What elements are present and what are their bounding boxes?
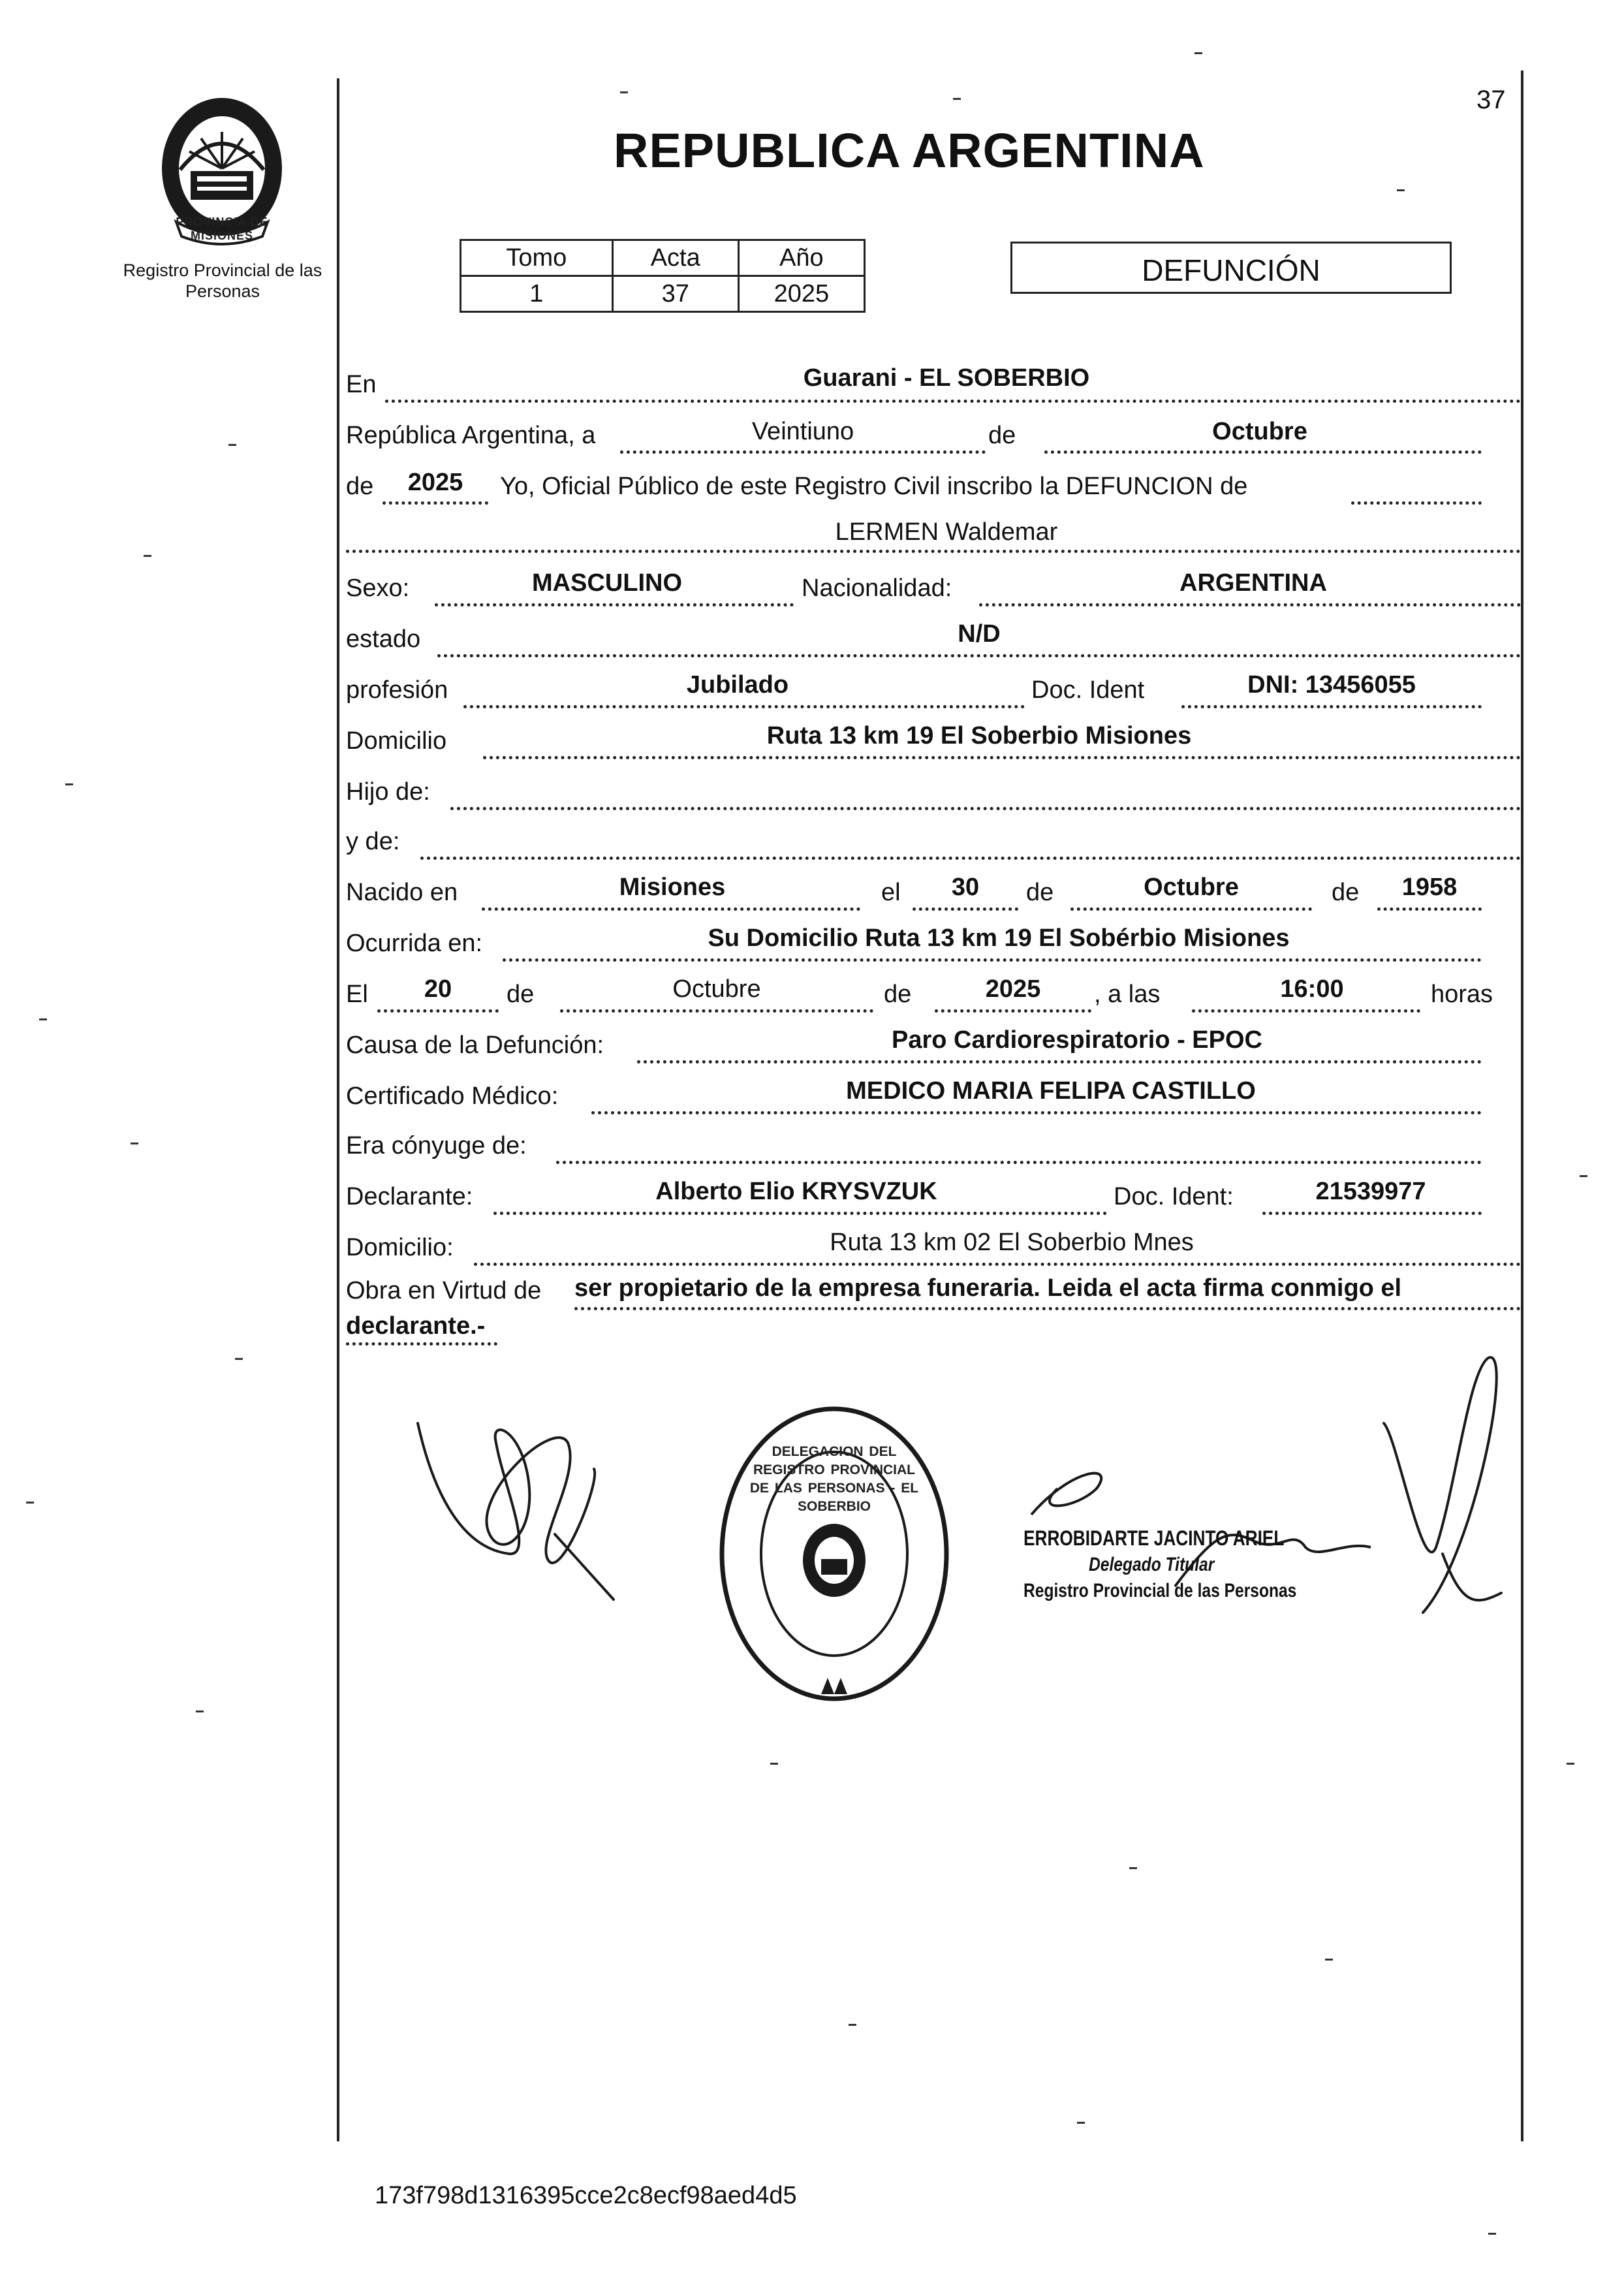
birth-day: 30	[951, 874, 980, 901]
sexo-label: Sexo:	[346, 575, 410, 602]
domicilio-label: Domicilio	[346, 727, 447, 755]
page-title: REPUBLICA ARGENTINA	[614, 123, 1205, 178]
month-dotted-line	[1044, 450, 1482, 454]
conyuge-dotted-line	[556, 1161, 1482, 1164]
estado-dotted-line	[437, 654, 1521, 657]
ocurrida-value: Su Domicilio Ruta 13 km 19 El Sobérbio Misiones	[708, 924, 1290, 952]
doc-ident-label: Doc. Ident	[1031, 676, 1145, 704]
ocurrida-label: Ocurrida en:	[346, 930, 483, 957]
scan-noise	[1129, 1867, 1137, 1869]
left-margin-line	[337, 78, 339, 2141]
y-de-dotted-line	[420, 857, 1521, 860]
declarante-dotted-line	[493, 1212, 1107, 1215]
republica-label: República Argentina, a	[346, 422, 596, 449]
nacido-en-value: Misiones	[619, 874, 726, 901]
name-dotted-line	[346, 550, 1521, 553]
stamp-text: DELEGACION DEL REGISTRO PROVINCIAL DE LAS PERSONAS - EL SOBERBIO	[749, 1444, 919, 1514]
year-value: 2025	[407, 469, 463, 496]
birth-year: 1958	[1401, 874, 1458, 901]
scan-noise	[235, 1358, 243, 1360]
birth-day-dotted-line	[913, 907, 1018, 911]
scan-noise	[196, 1710, 204, 1712]
scan-noise	[65, 783, 73, 785]
de-label-4: de	[1332, 879, 1360, 906]
record-type-box	[1010, 242, 1452, 294]
certificado-dotted-line	[591, 1111, 1482, 1114]
record-type-label: DEFUNCIÓN	[1142, 253, 1320, 287]
en-dotted-line	[385, 400, 1521, 403]
obra-label: Obra en Virtud de	[346, 1277, 542, 1304]
de-label-3: de	[1026, 879, 1054, 906]
page-number: 37	[1476, 86, 1506, 114]
hijo-de-dotted-line	[450, 807, 1521, 810]
inscribo-text: Yo, Oficial Público de este Registro Civil inscribo la DEFUNCION de	[500, 473, 1248, 500]
certificado-label: Certificado Médico:	[346, 1082, 559, 1110]
scan-noise	[1077, 2122, 1085, 2124]
scan-noise	[131, 1142, 138, 1144]
obra-dotted-line-2	[346, 1342, 497, 1346]
scan-noise	[1580, 1175, 1587, 1177]
profesion-value: Jubilado	[686, 671, 789, 699]
el2-label: El	[346, 981, 368, 1008]
declarante-value: Alberto Elio KRYSVZUK	[655, 1178, 937, 1205]
nacido-en-label: Nacido en	[346, 879, 458, 906]
day-value: Veintiuno	[751, 418, 854, 445]
doc-ident2-dotted-line	[1262, 1212, 1482, 1215]
record-table-value-row	[461, 276, 865, 312]
scan-noise	[1397, 189, 1405, 191]
scan-noise	[39, 1018, 47, 1020]
domicilio2-label: Domicilio:	[346, 1234, 454, 1261]
doc-ident2-value: 21539977	[1315, 1178, 1426, 1205]
death-year: 2025	[985, 975, 1041, 1003]
en-label: En	[346, 371, 377, 398]
profesion-dotted-line	[463, 705, 1025, 708]
official-registry-stamp	[717, 1404, 952, 1710]
record-table-cell: 1	[461, 276, 613, 312]
officer-office: Registro Provincial de las Personas	[1023, 1580, 1297, 1601]
scan-noise	[228, 444, 236, 446]
scan-noise	[849, 2024, 856, 2026]
de-label-2: de	[346, 473, 374, 500]
conyuge-label: Era cónyuge de:	[346, 1132, 527, 1159]
death-month-dotted-line	[560, 1009, 873, 1013]
day-dotted-line	[620, 450, 986, 454]
estado-value: N/D	[958, 620, 1001, 648]
inscribo-dotted-line	[1351, 501, 1482, 505]
birth-month: Octubre	[1144, 874, 1239, 901]
nacionalidad-value: ARGENTINA	[1179, 569, 1327, 597]
record-table-header: Acta	[612, 240, 738, 276]
domicilio2-value: Ruta 13 km 02 El Soberbio Mnes	[830, 1229, 1194, 1256]
death-time: 16:00	[1280, 975, 1344, 1003]
hijo-de-label: Hijo de:	[346, 778, 430, 806]
domicilio-dotted-line	[483, 756, 1521, 759]
declarant-signature-image	[405, 1404, 640, 1613]
doc-ident-dotted-line	[1181, 705, 1482, 708]
right-margin-line	[1521, 71, 1523, 2141]
scan-noise	[1195, 52, 1202, 54]
scan-noise	[620, 91, 628, 93]
certificado-value: MEDICO MARIA FELIPA CASTILLO	[846, 1077, 1256, 1105]
profesion-label: profesión	[346, 676, 448, 704]
sexo-value: MASCULINO	[531, 569, 683, 597]
officer-role: Delegado Titular	[1089, 1554, 1215, 1575]
scan-noise	[144, 555, 151, 557]
deceased-name: LERMEN Waldemar	[835, 518, 1058, 546]
ocurrida-dotted-line	[503, 958, 1482, 962]
sexo-dotted-line	[435, 603, 794, 607]
officer-name: ERROBIDARTE JACINTO ARIEL	[1023, 1526, 1285, 1550]
de-label-5: de	[507, 981, 535, 1008]
obra-value-line1: ser propietario de la empresa funeraria. Leida el acta firma conmigo el	[574, 1274, 1402, 1302]
causa-label: Causa de la Defunción:	[346, 1032, 604, 1059]
death-day: 20	[424, 975, 452, 1003]
month-value: Octubre	[1212, 418, 1307, 445]
doc-ident-value: DNI: 13456055	[1247, 671, 1416, 699]
record-table-header: Año	[738, 240, 864, 276]
nacionalidad-dotted-line	[979, 603, 1521, 607]
registry-name: Registro Provincial de las Personas	[123, 260, 322, 301]
de-label-6: de	[884, 981, 912, 1008]
obra-value-line2: declarante.-	[346, 1312, 486, 1340]
document-hash: 173f798d1316395cce2c8ecf98aed4d5	[375, 2182, 797, 2209]
doc-ident2-label: Doc. Ident:	[1114, 1183, 1234, 1210]
scan-noise	[953, 98, 961, 100]
a-las-label: , a las	[1094, 981, 1161, 1008]
officer-signature-image	[1018, 1332, 1514, 1619]
death-time-dotted-line	[1192, 1009, 1420, 1013]
record-table-cell: 2025	[738, 276, 864, 312]
el-label: el	[881, 879, 901, 906]
scan-noise	[1325, 1959, 1333, 1961]
obra-dotted-line-1	[574, 1307, 1521, 1310]
horas-label: horas	[1431, 981, 1493, 1008]
causa-dotted-line	[637, 1060, 1482, 1064]
record-table-header-row	[461, 240, 865, 276]
en-value: Guarani - EL SOBERBIO	[803, 364, 1090, 392]
de-label: de	[988, 422, 1016, 449]
nacido-en-dotted-line	[482, 907, 860, 911]
birth-year-dotted-line	[1377, 907, 1482, 911]
scan-noise	[1488, 2233, 1496, 2235]
y-de-label: y de:	[346, 828, 400, 855]
scan-noise	[1567, 1763, 1574, 1765]
causa-value: Paro Cardiorespiratorio - EPOC	[891, 1026, 1262, 1054]
nacionalidad-label: Nacionalidad:	[802, 575, 952, 602]
domicilio-value: Ruta 13 km 19 El Soberbio Misiones	[766, 722, 1192, 749]
birth-month-dotted-line	[1070, 907, 1312, 911]
estado-label: estado	[346, 625, 421, 653]
scan-noise	[770, 1763, 778, 1765]
death-year-dotted-line	[935, 1009, 1091, 1013]
record-table-cell: 37	[612, 276, 738, 312]
record-table-header: Tomo	[461, 240, 613, 276]
death-day-dotted-line	[377, 1009, 499, 1013]
declarante-label: Declarante:	[346, 1183, 473, 1210]
scan-noise	[26, 1502, 34, 1504]
record-table	[460, 239, 866, 313]
domicilio2-dotted-line	[474, 1263, 1521, 1266]
year-dotted-line	[383, 501, 488, 505]
logo-banner-text: PROVINCIA DE MISIONES	[176, 215, 268, 242]
death-month: Octubre	[672, 975, 761, 1003]
